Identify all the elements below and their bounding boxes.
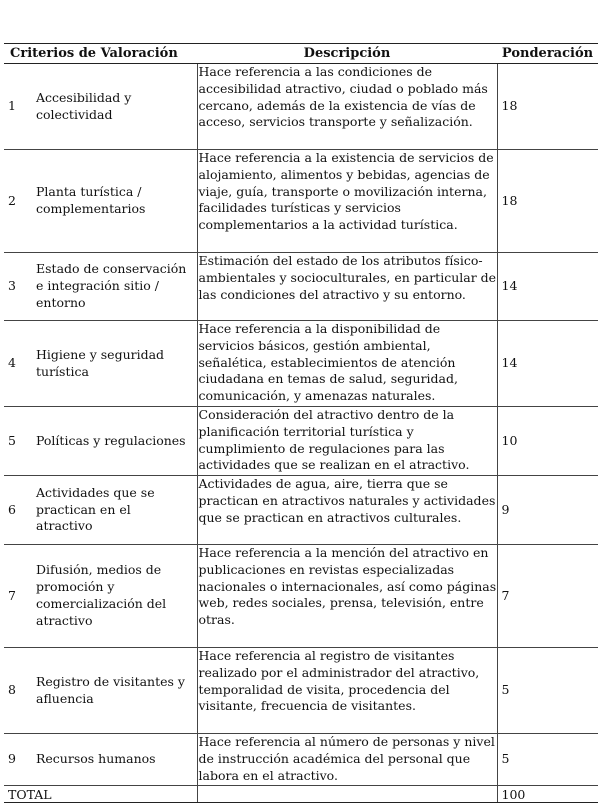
row-criteria: Planta turística / complementarios [32, 150, 197, 253]
row-criteria: Estado de conservación e integración sitio / entorno [32, 253, 197, 321]
row-number: 1 [4, 64, 32, 150]
table-row [4, 150, 598, 253]
table-row [4, 253, 598, 321]
row-description: Hace referencia al registro de visitantes realizado por el administrador del atractivo, temporalidad de visita, procedencia del visitante, frecuencia de visitantes. [197, 648, 497, 734]
row-criteria: Registro de visitantes y afluencia [32, 648, 197, 734]
valuation-criteria-table [4, 43, 598, 803]
row-description: Hace referencia a la existencia de servicios de alojamiento, alimentos y bebidas, agencias de viaje, guía, transporte o movilización interna, facilidades turísticas y servicios complementarios a la actividad turística. [197, 150, 497, 253]
row-description: Hace referencia a la mención del atractivo en publicaciones en revistas especializadas nacionales o internacionales, así como páginas web, redes sociales, prensa, televisión, entre otras. [197, 545, 497, 648]
table-row [4, 545, 598, 648]
row-description: Hace referencia al número de personas y nivel de instrucción académica del personal que labora en el atractivo. [197, 734, 497, 786]
row-weight: 10 [497, 407, 598, 476]
table-row [4, 407, 598, 476]
row-number: 9 [4, 734, 32, 786]
row-description: Estimación del estado de los atributos físico-ambientales y socioculturales, en particular de las condiciones del atractivo y su entorno. [197, 253, 497, 321]
row-number: 3 [4, 253, 32, 321]
row-criteria: Higiene y seguridad turística [32, 321, 197, 407]
table-row [4, 321, 598, 407]
row-weight: 7 [497, 545, 598, 648]
table-row [4, 648, 598, 734]
row-number: 4 [4, 321, 32, 407]
row-criteria: Recursos humanos [32, 734, 197, 786]
total-description-empty [197, 786, 497, 803]
table-row [4, 476, 598, 545]
row-weight: 9 [497, 476, 598, 545]
row-criteria: Actividades que se practican en el atractivo [32, 476, 197, 545]
row-description: Hace referencia a las condiciones de accesibilidad atractivo, ciudad o poblado más cercano, además de la existencia de vías de acceso, servicios transporte y señalización. [197, 64, 497, 150]
total-row [4, 786, 598, 803]
row-number: 2 [4, 150, 32, 253]
row-description: Hace referencia a la disponibilidad de servicios básicos, gestión ambiental, señalética, establecimientos de atención ciudadana en temas de salud, seguridad, comunicación, y amenazas naturales. [197, 321, 497, 407]
header-weight: Ponderación [497, 44, 598, 64]
row-criteria: Difusión, medios de promoción y comercialización del atractivo [32, 545, 197, 648]
row-weight: 18 [497, 150, 598, 253]
row-weight: 14 [497, 321, 598, 407]
row-number: 7 [4, 545, 32, 648]
table-header-row [4, 44, 598, 64]
table-row [4, 734, 598, 786]
table-row [4, 64, 598, 150]
header-criteria: Criterios de Valoración [4, 44, 197, 64]
row-weight: 5 [497, 648, 598, 734]
row-number: 6 [4, 476, 32, 545]
row-description: Actividades de agua, aire, tierra que se practican en atractivos naturales y actividades que se practican en atractivos culturales. [197, 476, 497, 545]
row-weight: 18 [497, 64, 598, 150]
row-weight: 14 [497, 253, 598, 321]
row-number: 5 [4, 407, 32, 476]
row-weight: 5 [497, 734, 598, 786]
row-description: Consideración del atractivo dentro de la planificación territorial turística y cumplimiento de regulaciones para las actividades que se realizan en el atractivo. [197, 407, 497, 476]
total-weight: 100 [497, 786, 598, 803]
row-number: 8 [4, 648, 32, 734]
total-label: TOTAL [4, 786, 197, 803]
header-description: Descripción [197, 44, 497, 64]
row-criteria: Accesibilidad y colectividad [32, 64, 197, 150]
row-criteria: Políticas y regulaciones [32, 407, 197, 476]
